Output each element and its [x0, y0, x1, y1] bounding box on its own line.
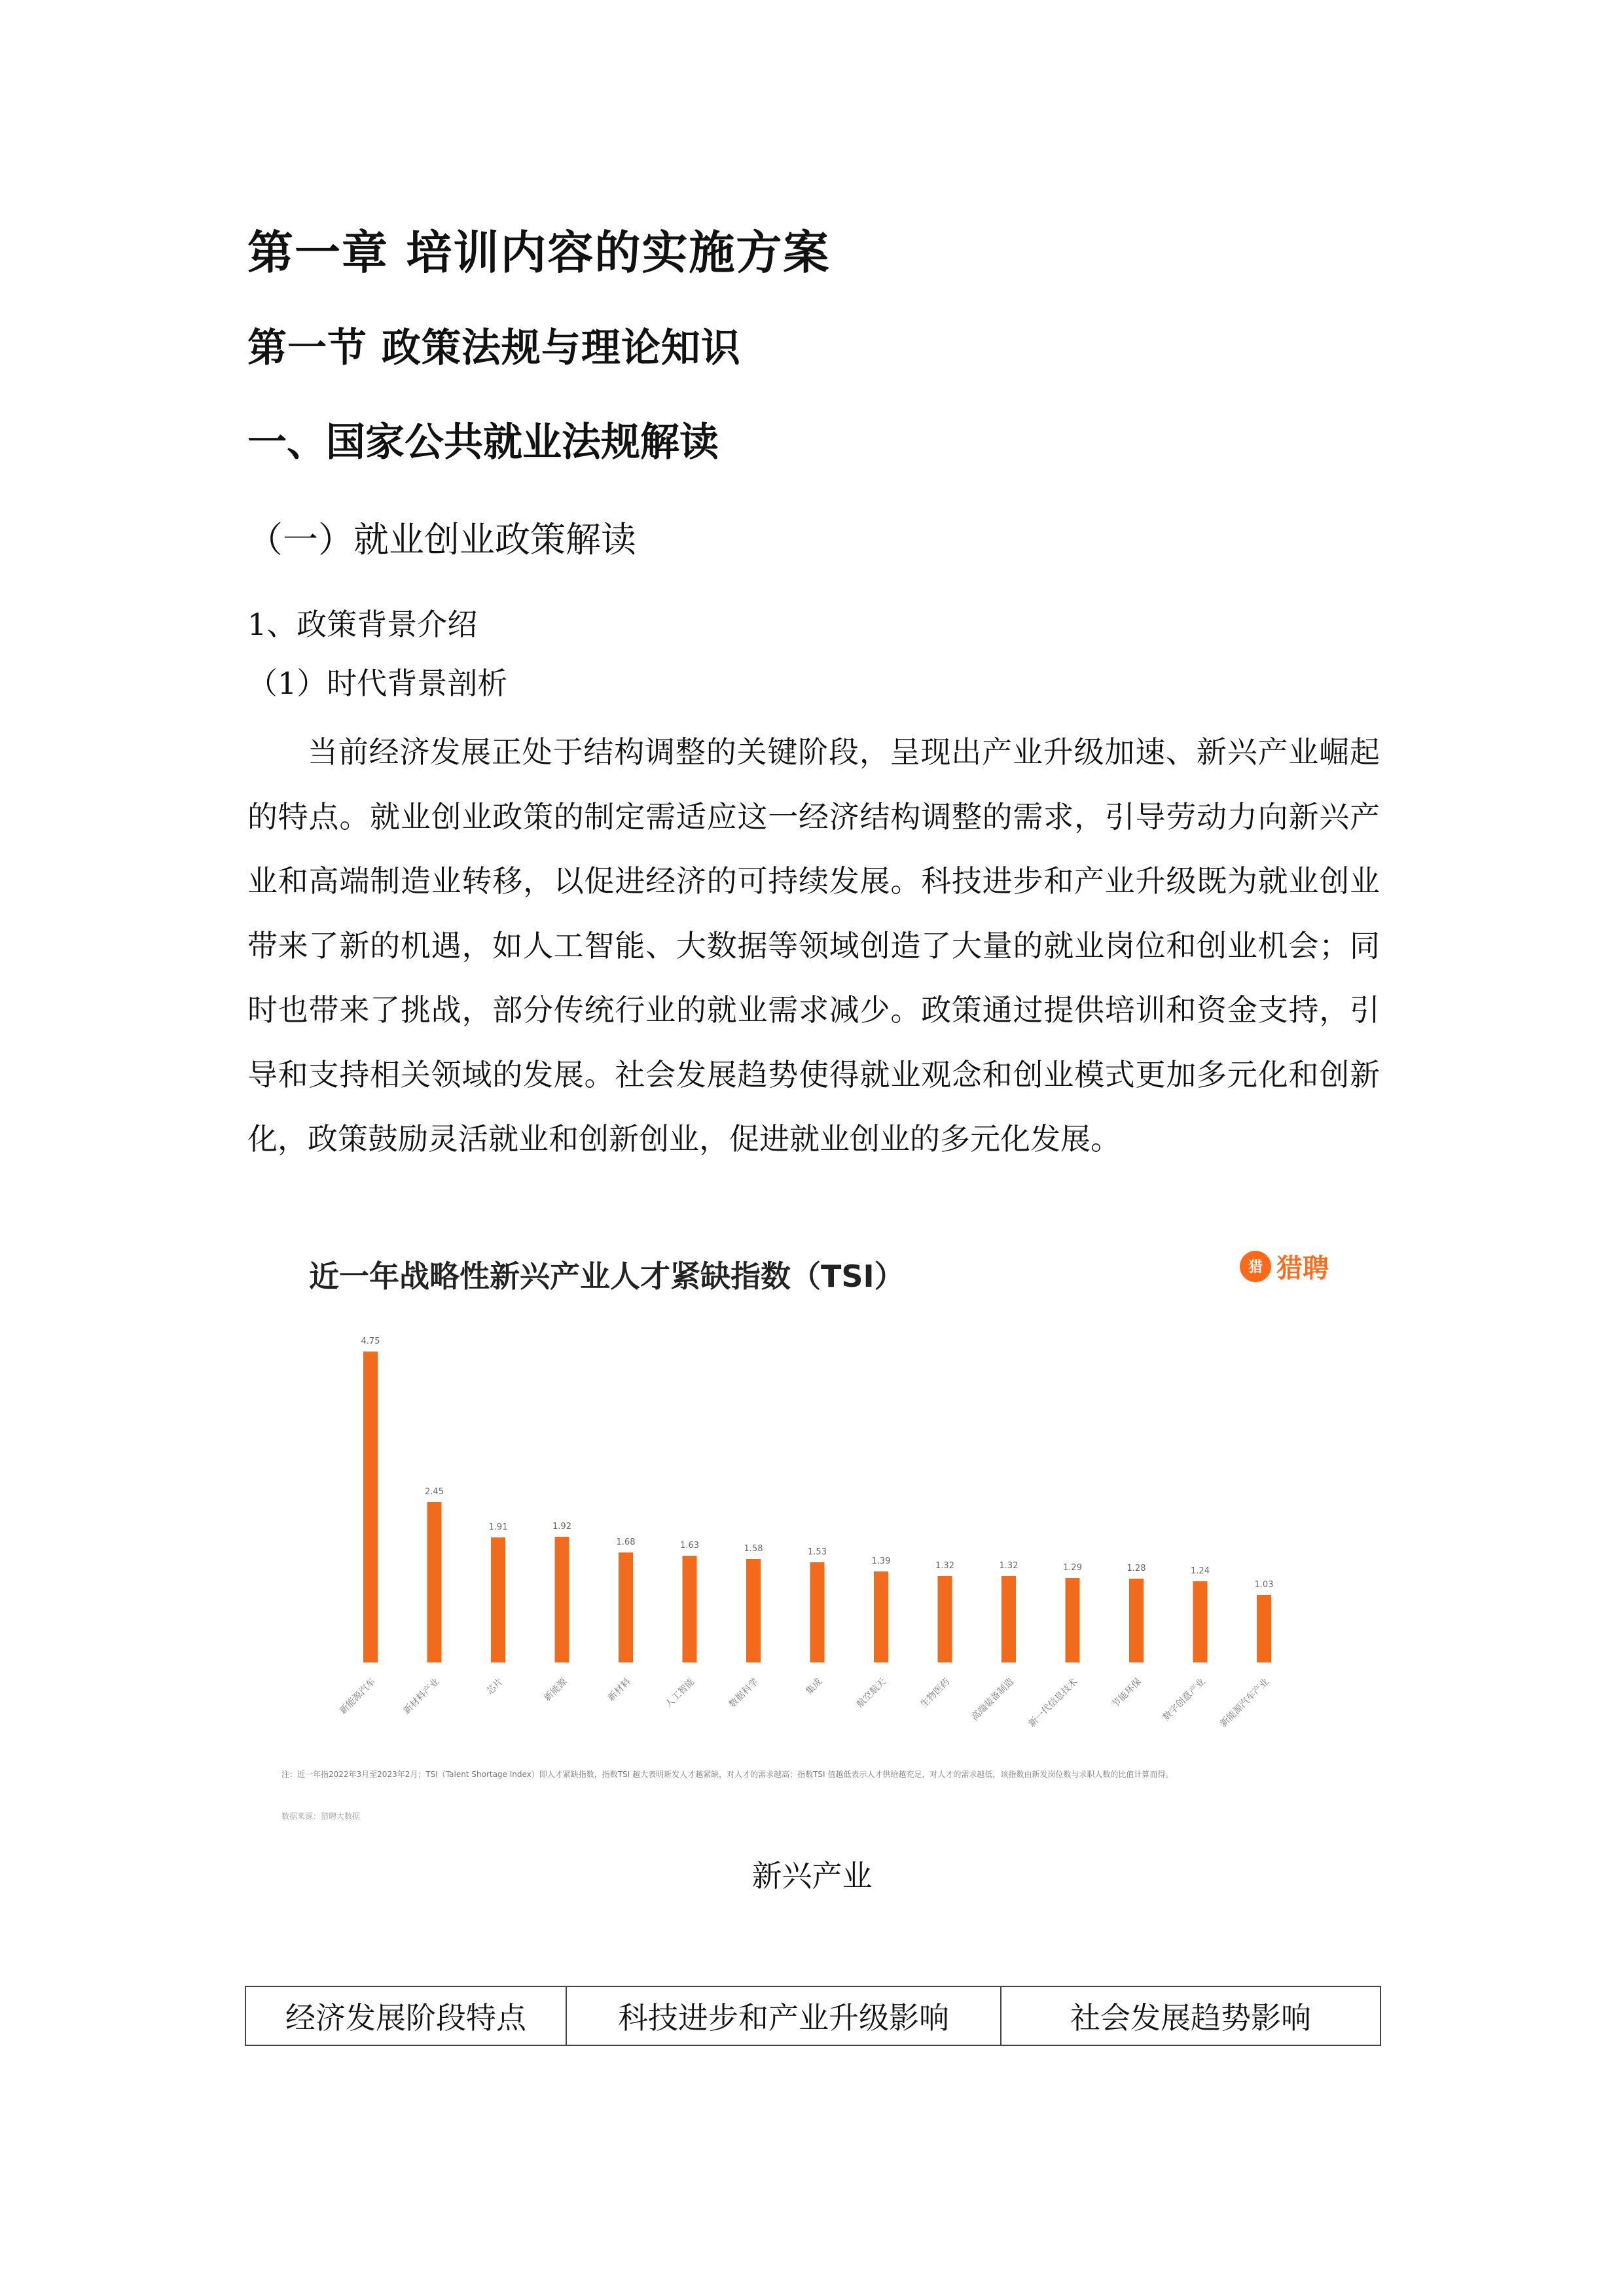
bar-8	[874, 1571, 888, 1662]
data-label-10: 1.32	[999, 1561, 1019, 1571]
figure-caption: 新兴产业	[751, 1858, 873, 1893]
data-label-8: 1.39	[871, 1556, 891, 1566]
category-label-1: 新材料产业	[401, 1676, 442, 1717]
data-label-4: 1.68	[616, 1537, 636, 1547]
category-label-9: 生物医药	[918, 1676, 952, 1710]
subitem-title: （1）时代背景剖析	[247, 666, 508, 701]
liepin-logo-icon: 猎	[1240, 1251, 1271, 1282]
data-label-14: 1.03	[1254, 1580, 1274, 1590]
data-label-13: 1.24	[1191, 1566, 1210, 1576]
subsub-title: （一）就业创业政策解读	[247, 519, 636, 560]
category-label-0: 新能源汽车	[338, 1676, 378, 1717]
bar-6	[746, 1559, 761, 1662]
bar-chart-svg	[281, 1230, 1355, 1761]
bar-5	[683, 1556, 697, 1662]
section-title: 第一节 政策法规与理论知识	[247, 325, 741, 371]
chart-title: 近一年战略性新兴产业人才紧缺指数（TSI）	[309, 1259, 905, 1294]
data-label-12: 1.28	[1127, 1564, 1146, 1573]
table-cell-society: 社会发展趋势影响	[1001, 1986, 1380, 2045]
bar-14	[1257, 1595, 1271, 1662]
data-label-7: 1.53	[808, 1547, 827, 1557]
category-label-2: 芯片	[484, 1676, 505, 1697]
bar-10	[1001, 1576, 1016, 1662]
bar-3	[555, 1537, 569, 1662]
table-cell-economy: 经济发展阶段特点	[245, 1986, 566, 2045]
chart-source: 数据来源：猎聘大数据	[281, 1812, 361, 1821]
data-label-2: 1.91	[488, 1522, 508, 1532]
bar-11	[1066, 1578, 1080, 1662]
brand-name: 猎聘	[1276, 1253, 1329, 1283]
category-label-10: 高端装备制造	[969, 1676, 1016, 1723]
table-cell-technology: 科技进步和产业升级影响	[566, 1986, 1001, 2045]
data-label-3: 1.92	[552, 1522, 571, 1532]
bar-1	[427, 1502, 442, 1662]
data-label-5: 1.63	[680, 1541, 699, 1551]
tsi-chart	[281, 1230, 1355, 1846]
chapter-title: 第一章 培训内容的实施方案	[247, 226, 831, 279]
data-label-0: 4.75	[361, 1336, 380, 1346]
subsection-title: 一、国家公共就业法规解读	[247, 420, 719, 465]
category-label-14: 新能源汽车产业	[1218, 1676, 1271, 1730]
bar-12	[1129, 1579, 1144, 1662]
bar-7	[810, 1562, 825, 1662]
summary-table	[245, 1986, 1381, 2046]
data-label-1: 2.45	[425, 1487, 444, 1497]
bar-4	[619, 1552, 633, 1662]
category-label-4: 新材料	[605, 1676, 633, 1704]
category-label-11: 新一代信息技术	[1026, 1676, 1080, 1730]
category-label-6: 数据科学	[727, 1676, 761, 1710]
chart-note: 注：近一年指2022年3月至2023年2月；TSI（Talent Shortage Index）即人才紧缺指数，指数TSI 越大表明新发人才越紧缺，对人才的需求越高；指数TSI 值越低表示人才供给越充足，对人才的需求越低，该指数由新发岗位数与求职人数的比值计算而得。	[281, 1770, 1174, 1779]
data-label-6: 1.58	[744, 1544, 763, 1554]
table-row	[245, 1986, 1380, 2045]
bar-0	[363, 1352, 378, 1662]
bar-13	[1193, 1581, 1208, 1662]
bar-2	[491, 1537, 505, 1662]
category-label-7: 集成	[804, 1676, 825, 1697]
category-label-13: 数字创意产业	[1161, 1676, 1208, 1723]
data-label-9: 1.32	[935, 1561, 954, 1571]
body-paragraph: 当前经济发展正处于结构调整的关键阶段，呈现出产业升级加速、新兴产业崛起的特点。就业创业政策的制定需适应这一经济结构调整的需求，引导劳动力向新兴产业和高端制造业转移，以促进经济的可持续发展。科技进步和产业升级既为就业创业带来了新的机遇，如人工智能、大数据等领域创造了大量的就业岗位和创业机会；同时也带来了挑战，部分传统行业的就业需求减少。政策通过提供培训和资金支持，引导和支持相关领域的发展。社会发展趋势使得就业观念和创业模式更加多元化和创新化，政策鼓励灵活就业和创新创业，促进就业创业的多元化发展。	[247, 734, 1380, 1157]
category-label-5: 人工智能	[663, 1676, 697, 1710]
category-label-12: 节能环保	[1110, 1676, 1144, 1710]
category-label-3: 新能源	[542, 1676, 569, 1704]
bar-9	[938, 1576, 952, 1662]
item-title: 1、政策背景介绍	[247, 607, 478, 642]
data-label-11: 1.29	[1063, 1563, 1082, 1573]
category-label-8: 航空航天	[854, 1676, 888, 1710]
